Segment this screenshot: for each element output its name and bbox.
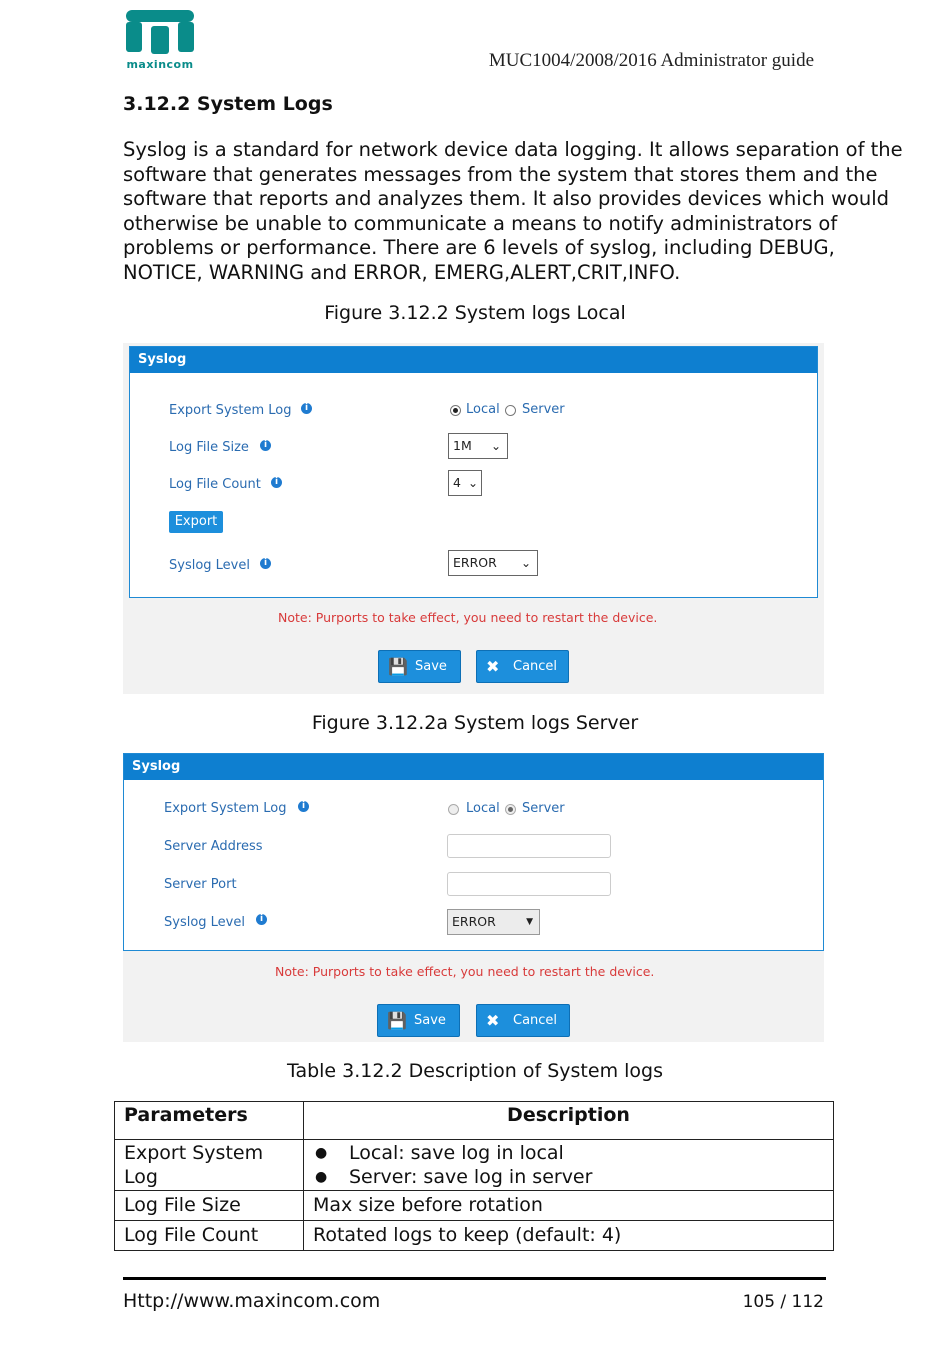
info-icon[interactable]: i	[260, 558, 271, 569]
column-header: Parameters	[115, 1102, 304, 1140]
table-caption: Table 3.12.2 Description of System logs	[286, 1060, 663, 1082]
section-title: 3.12.2 System Logs	[123, 93, 333, 115]
syslog-level-value: ERROR	[453, 555, 497, 570]
restart-note: Note: Purports to take effect, you need to restart the device.	[275, 964, 655, 979]
chevron-down-icon: ⌄	[467, 476, 478, 490]
figure-caption: Figure 3.12.2a System logs Server	[311, 712, 639, 734]
close-icon: ✖	[486, 657, 500, 676]
bullet-item: ● Local: save log in local	[313, 1141, 824, 1165]
log-file-count-select[interactable]	[448, 470, 482, 496]
maxincom-logo	[124, 8, 196, 70]
document-title: MUC1004/2008/2016 Administrator guide	[488, 50, 814, 71]
description-cell	[304, 1140, 834, 1191]
table-row	[115, 1191, 834, 1221]
syslog-level-select[interactable]	[447, 909, 540, 935]
footer-url: Http://www.maxincom.com	[123, 1290, 381, 1312]
syslog-level-value: ERROR	[452, 914, 496, 929]
table-row	[115, 1140, 834, 1191]
log-file-size-select[interactable]	[448, 433, 508, 459]
save-icon: 💾	[387, 1011, 407, 1030]
description-cell: Rotated logs to keep (default: 4)	[304, 1221, 834, 1251]
chevron-down-icon: ⌄	[490, 439, 501, 453]
table-header-row	[115, 1102, 834, 1140]
close-icon: ✖	[486, 1011, 500, 1030]
log-file-count-value: 4	[453, 475, 461, 490]
footer-divider	[123, 1277, 826, 1280]
server-radio[interactable]	[505, 405, 516, 416]
cancel-button-label: Cancel	[513, 1013, 558, 1028]
local-radio-label: Local	[466, 402, 500, 417]
info-icon[interactable]: i	[260, 440, 271, 451]
paragraph-line: software that generates messages from the system that stores them and the	[123, 162, 878, 186]
paragraph-line: Syslog is a standard for network device data logging. It allows separation of the	[123, 138, 903, 161]
cancel-button[interactable]	[476, 650, 569, 683]
column-header: Description	[304, 1102, 834, 1140]
server-port-label: Server Port	[164, 877, 237, 892]
description-cell: Max size before rotation	[304, 1191, 834, 1221]
log-file-size-label: Log File Size	[169, 440, 249, 455]
syslog-level-select[interactable]	[448, 550, 538, 576]
logo-icon	[124, 8, 196, 58]
syslog-server-screenshot	[123, 753, 824, 1042]
local-radio[interactable]	[450, 405, 461, 416]
figure-caption: Figure 3.12.2 System logs Local	[324, 302, 626, 324]
cancel-button-label: Cancel	[513, 659, 558, 674]
restart-note: Note: Purports to take effect, you need to restart the device.	[278, 610, 658, 625]
info-icon[interactable]: i	[256, 914, 267, 925]
cancel-button[interactable]	[476, 1004, 570, 1037]
paragraph-line: software that reports and analyzes them. It also provides devices which would	[123, 187, 890, 211]
server-radio-label: Server	[522, 801, 565, 816]
server-port-input[interactable]	[447, 872, 611, 896]
local-radio[interactable]	[448, 804, 459, 815]
info-icon[interactable]: i	[271, 477, 282, 488]
server-radio[interactable]	[505, 804, 516, 815]
save-button-label: Save	[415, 659, 447, 674]
log-file-size-value: 1M	[453, 438, 472, 453]
panel-title: Syslog	[124, 754, 823, 780]
paragraph-line: otherwise be unable to communicate a means to notify administrators of	[123, 211, 838, 235]
save-icon: 💾	[388, 657, 408, 676]
logo-wordmark: maxincom	[126, 58, 194, 71]
table-row	[115, 1221, 834, 1251]
info-icon[interactable]: i	[301, 403, 312, 414]
export-system-log-label: Export System Log	[164, 801, 287, 816]
chevron-down-icon: ⌄	[520, 556, 531, 570]
syslog-panel	[129, 346, 818, 598]
export-button[interactable]: Export	[169, 511, 223, 533]
export-system-log-label: Export System Log	[169, 403, 292, 418]
caret-down-icon: ▼	[526, 917, 533, 927]
panel-title: Syslog	[130, 347, 817, 373]
save-button[interactable]	[378, 650, 461, 683]
param-cell: Export System Log	[115, 1140, 304, 1191]
paragraph-line: problems or performance. There are 6 levels of syslog, including DEBUG,	[123, 236, 835, 260]
bullet-item: ● Server: save log in server	[313, 1165, 824, 1189]
param-cell: Log File Count	[115, 1221, 304, 1251]
local-radio-label: Local	[466, 801, 500, 816]
param-cell: Log File Size	[115, 1191, 304, 1221]
page-number: 105 / 112	[742, 1292, 824, 1312]
save-button-label: Save	[414, 1013, 446, 1028]
syslog-level-label: Syslog Level	[169, 558, 250, 573]
syslog-panel	[123, 753, 824, 951]
server-address-label: Server Address	[164, 839, 263, 854]
save-button[interactable]	[377, 1004, 460, 1037]
info-icon[interactable]: i	[298, 801, 309, 812]
syslog-local-screenshot	[123, 343, 824, 694]
intro-paragraph	[123, 138, 903, 286]
paragraph-line: NOTICE, WARNING and ERROR, EMERG,ALERT,CRIT,INFO.	[123, 260, 681, 284]
server-address-input[interactable]	[447, 834, 611, 858]
log-file-count-label: Log File Count	[169, 477, 261, 492]
description-table	[114, 1101, 834, 1251]
server-radio-label: Server	[522, 402, 565, 417]
syslog-level-label: Syslog Level	[164, 915, 245, 930]
